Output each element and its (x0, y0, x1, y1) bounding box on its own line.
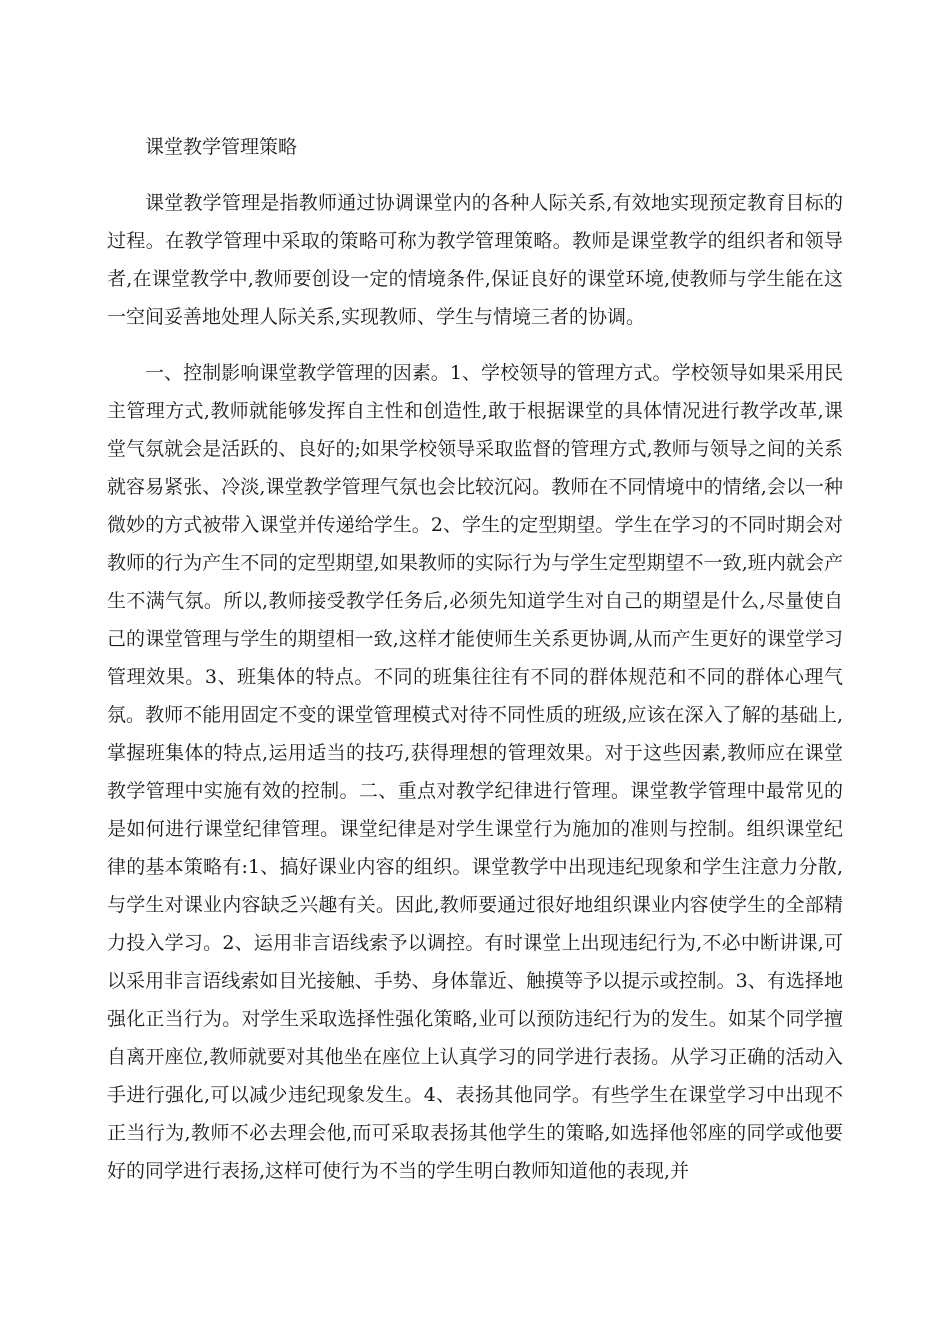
paragraph-intro: 课堂教学管理是指教师通过协调课堂内的各种人际关系,有效地实现预定教育目标的过程。在教学管理中采取的策略可称为教学管理策略。教师是课堂教学的组织者和领导者,在课堂教学中,教师要创设一定的情境条件,保证良好的课堂环境,使教师与学生能在这一空间妥善地处理人际关系,实现教师、学生与情境三者的协调。 (107, 192, 843, 328)
paragraph-body: 一、控制影响课堂教学管理的因素。1、学校领导的管理方式。学校领导如果采用民主管理方式,教师就能够发挥自主性和创造性,敢于根据课堂的具体情况进行教学改革,课堂气氛就会是活跃的、良好的;如果学校领导采取监督的管理方式,教师与领导之间的关系就容易紧张、冷淡,课堂教学管理气氛也会比较沉闷。教师在不同情境中的情绪,会以一种微妙的方式被带入课堂并传递给学生。2、学生的定型期望。学生在学习的不同时期会对教师的行为产生不同的定型期望,如果教师的实际行为与学生定型期望不一致,班内就会产生不满气氛。所以,教师接受教学任务后,必须先知道学生对自己的期望是什么,尽量使自己的课堂管理与学生的期望相一致,这样才能使师生关系更协调,从而产生更好的课堂学习管理效果。3、班集体的特点。不同的班集往往有不同的群体规范和不同的群体心理气氛。教师不能用固定不变的课堂管理模式对待不同性质的班级,应该在深入了解的基础上,掌握班集体的特点,运用适当的技巧,获得理想的管理效果。对于这些因素,教师应在课堂教学管理中实施有效的控制。二、重点对教学纪律进行管理。课堂教学管理中最常见的是如何进行课堂纪律管理。课堂纪律是对学生课堂行为施加的准则与控制。组织课堂纪律的基本策略有:1、搞好课业内容的组织。课堂教学中出现违纪现象和学生注意力分散,与学生对课业内容缺乏兴趣有关。因此,教师要通过很好地组织课业内容使学生的全部精力投入学习。2、运用非言语线索予以调控。有时课堂上出现违纪行为,不必中断讲课,可以采用非言语线索如目光接触、手势、身体靠近、触摸等予以提示或控制。3、有选择地强化正当行为。对学生采取选择性强化策略,业可以预防违纪行为的发生。如某个同学擅自离开座位,教师就要对其他坐在座位上认真学习的同学进行表扬。从学习正确的活动入手进行强化,可以减少违纪现象发生。4、表扬其他同学。有些学生在课堂学习中出现不正当行为,教师不必去理会他,而可采取表扬其他学生的策略,如选择他邻座的同学或他要好的同学进行表扬,这样可使行为不当的学生明白教师知道他的表现,并 (107, 362, 843, 1182)
document-page (107, 128, 843, 1190)
document-title: 课堂教学管理策略 (145, 136, 298, 158)
